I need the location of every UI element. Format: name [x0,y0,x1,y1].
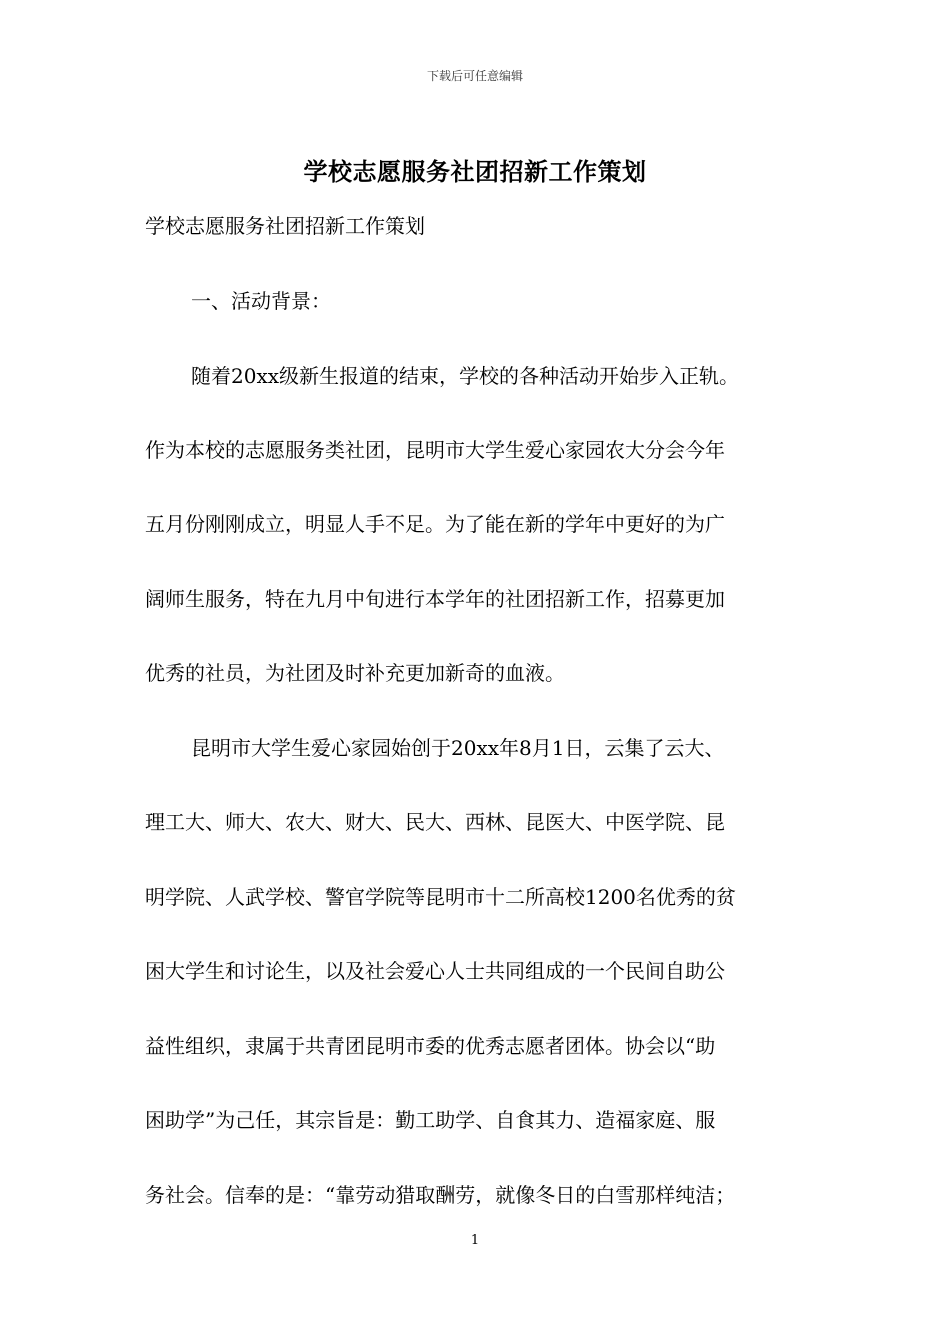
paragraph-line: 困大学生和讨论生，以及社会爱心人士共同组成的一个民间自助公 [145,959,725,983]
paragraph-line: 优秀的社员，为社团及时补充更加新奇的血液。 [145,661,565,685]
paragraph-line: 五月份刚刚成立，明显人手不足。为了能在新的学年中更好的为广 [145,512,725,536]
paragraph-line: 理工大、师大、农大、财大、民大、西林、昆医大、中医学院、昆 [145,810,725,834]
section-heading: 一、活动背景： [191,289,331,313]
paragraph-line: 昆明市大学生爱心家园始创于20xx年8月1日，云集了云大、 [191,736,725,760]
paragraph-line: 随着20xx级新生报道的结束，学校的各种活动开始步入正轨。 [191,364,740,388]
paragraph-line: 作为本校的志愿服务类社团，昆明市大学生爱心家园农大分会今年 [145,438,725,462]
paragraph-line: 务社会。信奉的是：“靠劳动猎取酬劳，就像冬日的白雪那样纯洁； [145,1183,736,1207]
paragraph-line: 益性组织，隶属于共青团昆明市委的优秀志愿者团体。协会以“助 [145,1034,716,1058]
paragraph-line: 困助学”为己任，其宗旨是：勤工助学、自食其力、造福家庭、服 [145,1108,716,1132]
page-number: 1 [470,1233,480,1248]
paragraph-line: 阔师生服务，特在九月中旬进行本学年的社团招新工作，招募更加 [145,587,725,611]
header-note: 下载后可任意编辑 [426,69,523,83]
paragraph-line: 明学院、人武学校、警官学院等昆明市十二所高校1200名优秀的贫 [145,885,736,909]
document-title: 学校志愿服务社团招新工作策划 [303,157,647,186]
subtitle-line: 学校志愿服务社团招新工作策划 [145,214,425,238]
